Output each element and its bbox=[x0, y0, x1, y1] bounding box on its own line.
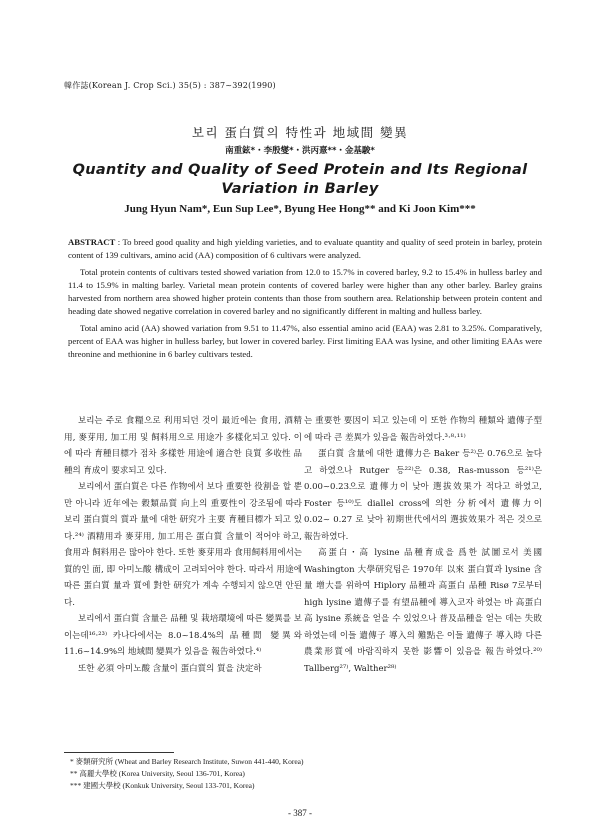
body-paragraph: 또한 必須 아미노酸 含量이 蛋白質의 質을 決定하 bbox=[78, 663, 262, 674]
abstract-paragraph-3: Total amino acid (AA) showed variation from 9.51 to 11.47%, also essential amino acid (EAA) was 2.81 to 3.25%. Comparatively, percent of EAA was higher in hulless barley, but lower in covered barley. First limiting EAA was lysine, and other limiting EAAs were threonine and methionine in 6 barley cultivars tested. bbox=[68, 322, 542, 360]
abstract-paragraph-2: Total protein contents of cultivars tested showed variation from 12.0 to 15.7% in covered barley, 9.2 to 15.4% in hulless barley and 11.4 to 15.9% in malting barley. Varietal mean protein contents of covered barley were higher than any other barley. Barley grains harvested from northern area showed higher protein contents than those from southern area. Relationship between protein content and heading date showed negative correlation in covered barley and no significantly different in malting and hulless barley. bbox=[68, 266, 542, 317]
body-paragraph: 보리에서 蛋白質은 다른 作物에서 보다 重要한 役割을 할 뿐만 아니라 近年에는 穀類品質 向上의 重要性이 강조됨에 따라 보리 蛋白質의 質과 量에 대한 研究가 主要 育種目標가 되고 있다.²⁴⁾ 酒精用과 麥芽用, 加工用은 蛋白質 含量이 적어야 하고, 食用과 飼料用은 많아야 한다. 또한 麥芽用과 食用飼料用에서는 質的인 面, 即 아미노酸 構成이 고려되어야 한다. 따라서 用途에 따른 蛋白質 量과 質에 對한 研究가 계속 수행되지 않으면 안된다. bbox=[64, 482, 302, 608]
journal-citation: 韓作誌(Korean J. Crop Sci.) 35(5) : 387~392(1990) bbox=[64, 81, 276, 90]
body-paragraph: 蛋白質 含量에 대한 遺傳力은 Baker 등²⁾은 0.76으로 높다고 하였으나 Rutger 등²²⁾은 0.38, Ras-musson 등²¹⁾은 0.00~0.23으로 遺傳力이 낮아 選拔效果가 적다고 하였고, Foster 등¹⁰⁾도 diallel cross에 의한 分析에서 遺傳力이 0.02~ 0.27 로 낮아 初期世代에서의 選拔效果가 적은 것으로 報告하였다. bbox=[304, 449, 542, 542]
footnote-affiliation-2: ** 高麗大學校 (Korea University, Seoul 136-701, Korea) bbox=[70, 769, 245, 778]
abstract bbox=[68, 236, 542, 365]
abstract-paragraph-1 bbox=[68, 236, 542, 263]
page-number: - 387 - bbox=[288, 808, 312, 818]
abstract-text-1: : To breed good quality and high yielding varieties, and to evaluate quantity and quality of seed protein in barley, protein content of 139 cultivars, amino acid (AA) composition of 6 cultivars were analyzed. bbox=[68, 237, 542, 261]
footnote-affiliation-3: *** 建國大學校 (Konkuk University, Seoul 133-701, Korea) bbox=[70, 781, 255, 790]
footnotes bbox=[70, 756, 303, 792]
body-paragraph: 는 重要한 要因이 되고 있는데 이 또한 作物의 種類와 遺傳子型에 따라 큰 差異가 있음을 報告하였다.³·⁸·¹¹⁾ bbox=[304, 416, 542, 443]
footnote-divider bbox=[64, 752, 174, 753]
abstract-label: ABSTRACT bbox=[68, 237, 116, 247]
body-column-left bbox=[64, 413, 302, 677]
english-authors: Jung Hyun Nam*, Eun Sup Lee*, Byung Hee Hong** and Ki Joon Kim*** bbox=[124, 203, 476, 215]
body-paragraph: 보리는 주로 食糧으로 利用되던 것이 最近에는 食用, 酒精用, 麥芽用, 加工用 및 飼料用으로 用途가 多樣化되고 있다. 이에 따라 育種目標가 점차 多樣한 用途에 適合한 良質 多收性 品種의 育成이 要求되고 있다. bbox=[64, 416, 302, 476]
english-title-line-2: Variation in Barley bbox=[221, 181, 379, 197]
body-column-right bbox=[304, 413, 542, 677]
korean-title: 보리 蛋白質의 特性과 地域間 變異 bbox=[191, 125, 409, 140]
body-paragraph: 보리에서 蛋白質 含量은 品種 및 栽培環境에 따른 變異를 보이는데¹⁶·²³⁾ 카나다에서는 8.0~18.4%의 品種間 變異와 11.6~14.9%의 地域間 變異가 있음을 報告하였다.⁴⁾ bbox=[64, 614, 302, 657]
english-title bbox=[60, 161, 540, 199]
footnote-affiliation-1: * 麥類研究所 (Wheat and Barley Research Institute, Suwon 441-440, Korea) bbox=[70, 757, 304, 766]
body-paragraph: 高蛋白・高 lysine 品種育成을 爲한 試圖로서 美國 Washington 大學研究팀은 1970年 以來 蛋白質과 lysine 含量 增大를 위하여 Hiplory 品種과 高蛋白 品種 Risø 7로부터 high lysine 遺傳子를 有望品種에 導入코자 하였는 바 高蛋白 高 lysine 系統을 얻을 수 있었으나 普及品種을 얻는 데는 失敗하였는데 이들 遺傳子 導入의 難點은 이들 遺傳子 導入時 다른 農業形質에 바람직하지 못한 影響이 있음을 報告하였다.²⁰⁾ Tallberg²⁷⁾, Walther²⁸⁾ bbox=[304, 548, 542, 674]
english-title-line-1: Quantity and Quality of Seed Protein and Its Regional bbox=[72, 162, 528, 178]
korean-authors: 南重鉉*・李殷燮*・洪丙憙**・金基駿* bbox=[225, 146, 375, 156]
